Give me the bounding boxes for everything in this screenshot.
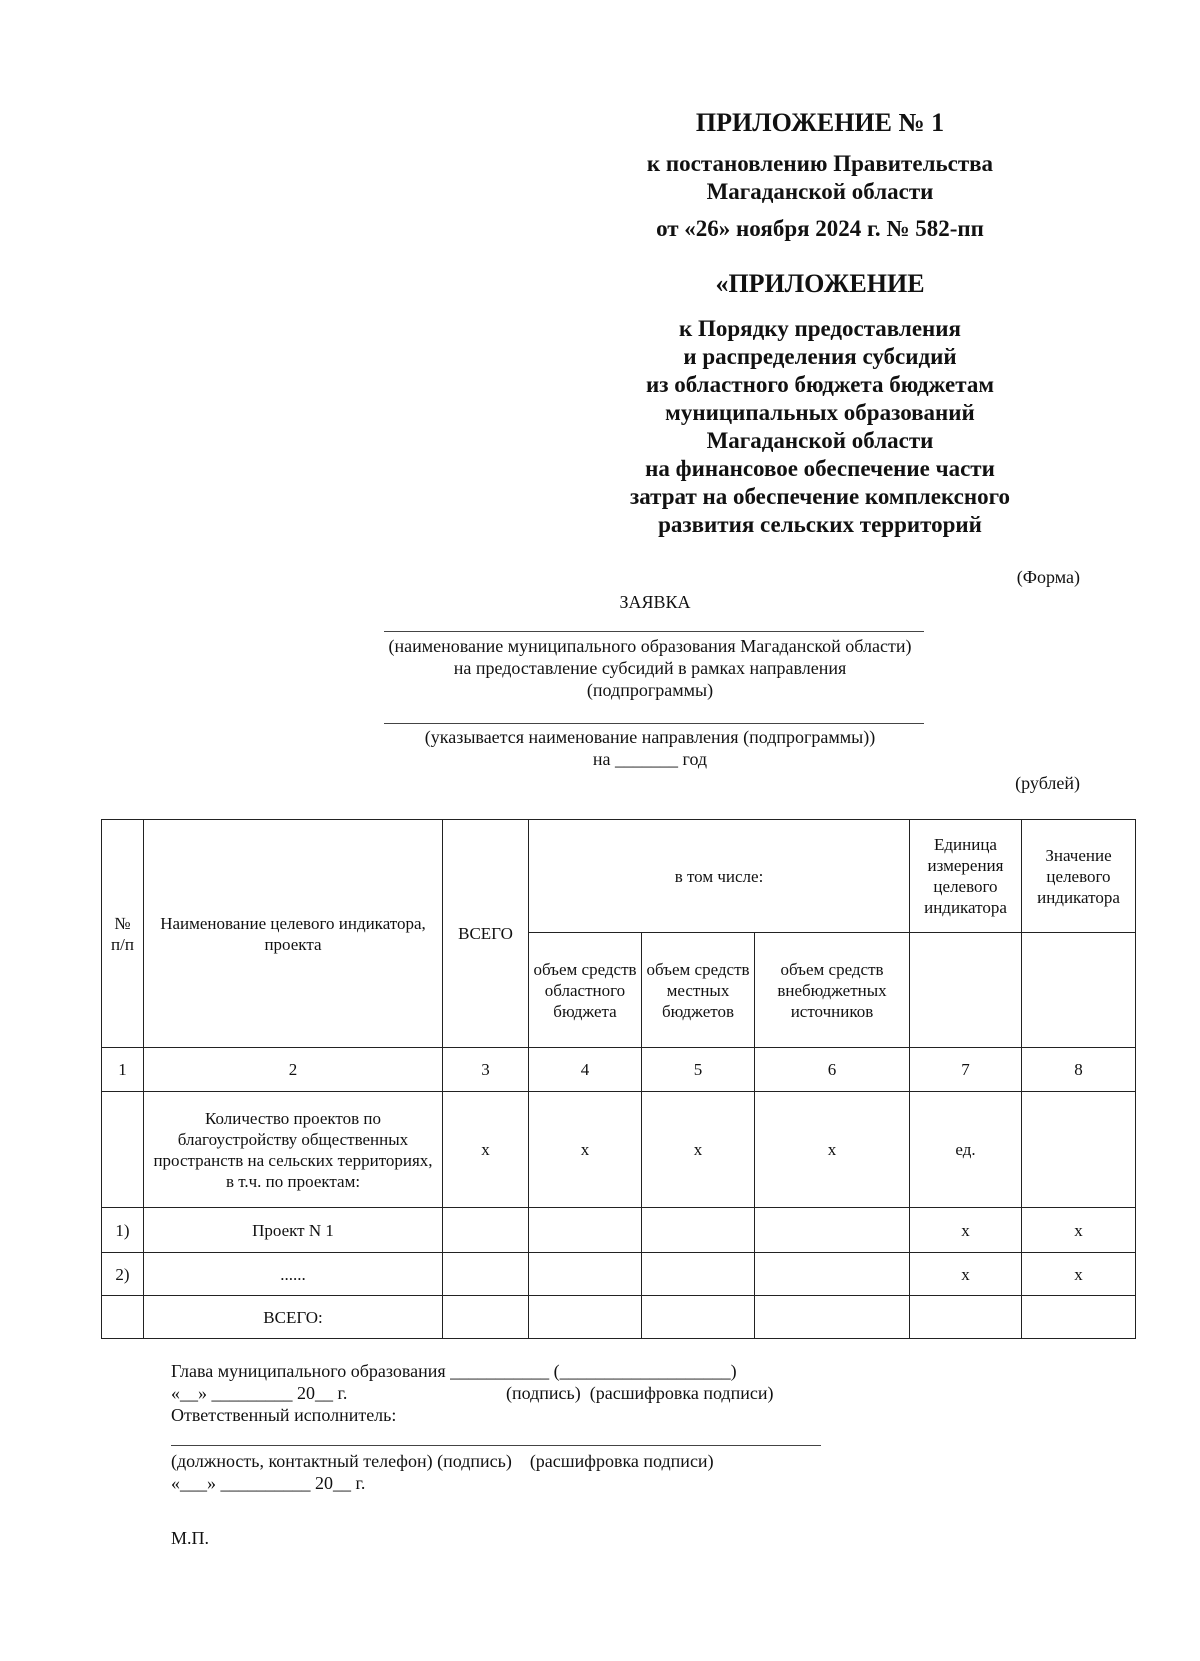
column-number: 2 xyxy=(144,1048,443,1092)
table-cell xyxy=(755,1253,910,1296)
currency-label: (рублей) xyxy=(1015,773,1080,793)
table-cell: 2) xyxy=(102,1253,144,1296)
column-number: 7 xyxy=(910,1048,1022,1092)
table-cell xyxy=(755,1208,910,1253)
resolution-date: от «26» ноября 2024 г. № 582-пп xyxy=(656,216,984,241)
stamp-label: М.П. xyxy=(171,1528,210,1548)
year-line: на _______ год xyxy=(592,749,708,769)
order-line: развития сельских территорий xyxy=(658,512,982,537)
order-line: затрат на обеспечение комплексного xyxy=(630,484,1010,509)
table-cell xyxy=(102,1092,144,1208)
direction-caption: (указывается наименование направления (подпрограммы)) xyxy=(424,727,876,747)
direction-name-line xyxy=(384,723,924,724)
table-cell xyxy=(910,1296,1022,1339)
subsidy-line-1: на предоставление субсидий в рамках направления xyxy=(453,658,847,678)
table-cell: Количество проектов по благоустройству общественных пространств на сельских территориях, в т.ч. по проектам: xyxy=(144,1092,443,1208)
subsidy-line-2: (подпрограммы) xyxy=(586,680,714,700)
table-row xyxy=(102,1296,1136,1339)
table-cell: х xyxy=(443,1092,529,1208)
column-number: 4 xyxy=(529,1048,642,1092)
signature-captions: (подпись) (расшифровка подписи) xyxy=(506,1383,774,1403)
column-number: 3 xyxy=(443,1048,529,1092)
header-empty xyxy=(1022,933,1136,1048)
table-cell: х xyxy=(1022,1253,1136,1296)
muni-name-line xyxy=(384,631,924,632)
table-cell: ВСЕГО: xyxy=(144,1296,443,1339)
table-row xyxy=(102,1208,1136,1253)
request-title: ЗАЯВКА xyxy=(619,592,691,612)
executor-line xyxy=(171,1445,821,1446)
resolution-line-1: к постановлению Правительства xyxy=(646,151,994,176)
appendix-title: ПРИЛОЖЕНИЕ № 1 xyxy=(695,108,945,137)
header-name: Наименование целевого индикатора, проекта xyxy=(144,820,443,1048)
resolution-line-2: Магаданской области xyxy=(706,179,934,204)
table-cell: х xyxy=(1022,1208,1136,1253)
table-cell: х xyxy=(529,1092,642,1208)
column-number: 5 xyxy=(642,1048,755,1092)
order-line: Магаданской области xyxy=(706,428,934,453)
table-cell: х xyxy=(755,1092,910,1208)
table-cell xyxy=(642,1253,755,1296)
table-cell: х xyxy=(642,1092,755,1208)
header-local: объем средств местных бюджетов xyxy=(642,933,755,1048)
executor-label: Ответственный исполнитель: xyxy=(171,1405,397,1425)
table-cell xyxy=(529,1208,642,1253)
column-number: 1 xyxy=(102,1048,144,1092)
column-number: 8 xyxy=(1022,1048,1136,1092)
table-cell: х xyxy=(910,1208,1022,1253)
table-cell: Проект N 1 xyxy=(144,1208,443,1253)
header-total: ВСЕГО xyxy=(443,820,529,1048)
order-line: муниципальных образований xyxy=(665,400,975,425)
table-cell xyxy=(642,1296,755,1339)
executor-captions: (должность, контактный телефон) (подпись) (расшифровка подписи) xyxy=(171,1451,714,1471)
order-line: и распределения субсидий xyxy=(683,344,957,369)
header-empty xyxy=(910,933,1022,1048)
appendix2-title: «ПРИЛОЖЕНИЕ xyxy=(715,269,925,298)
table-cell: ед. xyxy=(910,1092,1022,1208)
table-cell xyxy=(529,1296,642,1339)
table-cell xyxy=(529,1253,642,1296)
header-unit: Единица измерения целевого индикатора xyxy=(910,820,1022,933)
muni-caption: (наименование муниципального образования Магаданской области) xyxy=(388,636,912,656)
table-row xyxy=(102,1253,1136,1296)
table-cell xyxy=(755,1296,910,1339)
order-line: к Порядку предоставления xyxy=(679,316,961,341)
header-num: № п/п xyxy=(102,820,144,1048)
order-line: на финансовое обеспечение части xyxy=(645,456,995,481)
table-cell xyxy=(443,1208,529,1253)
date-line-1: «__» _________ 20__ г. xyxy=(171,1383,348,1403)
table-row xyxy=(102,1092,1136,1208)
table-cell xyxy=(1022,1092,1136,1208)
header-value: Значение целевого индикатора xyxy=(1022,820,1136,933)
column-number: 6 xyxy=(755,1048,910,1092)
header-regional: объем средств областного бюджета xyxy=(529,933,642,1048)
table-cell: ...... xyxy=(144,1253,443,1296)
date-line-2: «___» __________ 20__ г. xyxy=(171,1473,366,1493)
form-label: (Форма) xyxy=(1016,567,1080,587)
order-line: из областного бюджета бюджетам xyxy=(646,372,994,397)
table-cell xyxy=(443,1296,529,1339)
header-including: в том числе: xyxy=(529,820,910,933)
head-signature-line: Глава муниципального образования ___________ (___________________) xyxy=(171,1361,737,1381)
table-cell xyxy=(102,1296,144,1339)
table-cell: 1) xyxy=(102,1208,144,1253)
table-cell xyxy=(642,1208,755,1253)
table-cell xyxy=(1022,1296,1136,1339)
table-cell: х xyxy=(910,1253,1022,1296)
table-cell xyxy=(443,1253,529,1296)
request-table xyxy=(101,819,1136,1339)
header-extra: объем средств внебюджетных источников xyxy=(755,933,910,1048)
